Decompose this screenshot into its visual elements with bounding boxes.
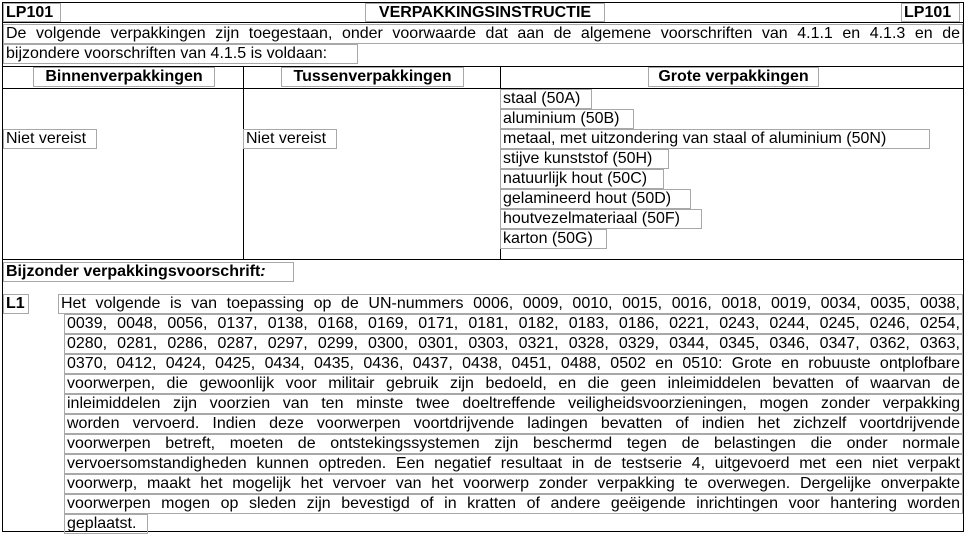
special-provision-line: 0370, 0412, 0424, 0425, 0434, 0435, 0436, 0437, 0438, 0451, 0488, 0502 en 0510: Grote en robuuste ontplofbare (64, 354, 963, 374)
value-intermediate: Niet vereist (243, 129, 337, 149)
special-provision-heading-text: Bijzonder verpakkingsvoorschrift (6, 263, 261, 280)
values-rule (3, 259, 963, 260)
special-provision-line: voorwerpen mogen op sleden zijn bevestigd of in kratten of andere geëigende inrichtingen voor hantering worden (64, 494, 963, 514)
large-packaging-item: karton (50G) (500, 229, 607, 249)
instruction-code-left: LP101 (3, 3, 61, 22)
special-provision-line: voorwerp, maakt het mogelijk het vervoer van het voorwerp zonder verpakking te overwegen. Dergelijke onverpakte (64, 474, 963, 494)
value-inner: Niet vereist (3, 129, 97, 149)
special-provision-line: voorwerpen betreft, moeten de ontstekingssystemen zijn beschermd tegen de belastingen die onder normale (64, 434, 963, 454)
intro-line-1: De volgende verpakkingen zijn toegestaan, onder voorwaarde dat aan de algemene voorschriften van 4.1.1 en 4.1.3 en de (3, 24, 963, 44)
special-provision-line: voorwerpen, die gewoonlijk voor militair gebruik zijn bedoeld, en die geen inleimiddelen bevatten of waarvan de (64, 374, 963, 394)
packing-instruction-table (2, 2, 964, 532)
large-packaging-item: gelamineerd hout (50D) (500, 189, 691, 209)
special-provision-code: L1 (3, 294, 29, 314)
special-provision-line: geplaatst. (64, 514, 148, 534)
column-header-intermediate: Tussenverpakkingen (281, 67, 464, 87)
instruction-code-right: LP101 (901, 3, 960, 22)
column-header-large: Grote verpakkingen (648, 67, 819, 87)
instruction-title: VERPAKKINGSINSTRUCTIE (365, 3, 605, 22)
large-packaging-item: metaal, met uitzondering van staal of aluminium (50N) (500, 129, 930, 149)
large-packaging-item: houtvezelmateriaal (50F) (500, 209, 702, 229)
special-provision-heading-suffix: : (260, 263, 266, 280)
special-provision-line: 0280, 0281, 0286, 0287, 0297, 0299, 0300, 0301, 0303, 0321, 0328, 0329, 0344, 0345, 0346, 0347, 0362, 0363, (64, 334, 963, 354)
large-packaging-item: staal (50A) (500, 89, 592, 109)
special-provision-line: Het volgende is van toepassing op de UN-nummers 0006, 0009, 0010, 0015, 0016, 0018, 0019, 0034, 0035, 0038, (58, 294, 963, 314)
special-provision-line: worden vervoerd. Indien deze voorwerpen voortdrijvende ladingen bevatten of indien het zichzelf voortdrijvende (64, 414, 963, 434)
special-provision-heading (3, 262, 294, 282)
intro-line-2: bijzondere voorschriften van 4.1.5 is voldaan: (3, 44, 358, 64)
large-packaging-item: aluminium (50B) (500, 109, 634, 129)
large-packaging-item: stijve kunststof (50H) (500, 149, 669, 169)
special-provision-line: 0039, 0048, 0056, 0137, 0138, 0168, 0169, 0171, 0181, 0182, 0183, 0186, 0221, 0243, 0244, 0245, 0246, 0254, (64, 314, 963, 334)
column-header-inner: Binnenverpakkingen (33, 67, 215, 87)
special-provision-line: vervoersomstandigheden kunnen optreden. Een negatief resultaat in de testserie 4, uitgevoerd met een niet verpakt (64, 454, 963, 474)
large-packaging-item: natuurlijk hout (50C) (500, 169, 664, 189)
header-rule (3, 22, 963, 23)
column-header-rule (3, 88, 963, 89)
column-divider-1 (243, 66, 244, 259)
special-provision-line: inleimiddelen zijn voorzien van ten minste twee doeltreffende veiligheidsvoorzieningen, mogen zonder verpakking (64, 394, 963, 414)
